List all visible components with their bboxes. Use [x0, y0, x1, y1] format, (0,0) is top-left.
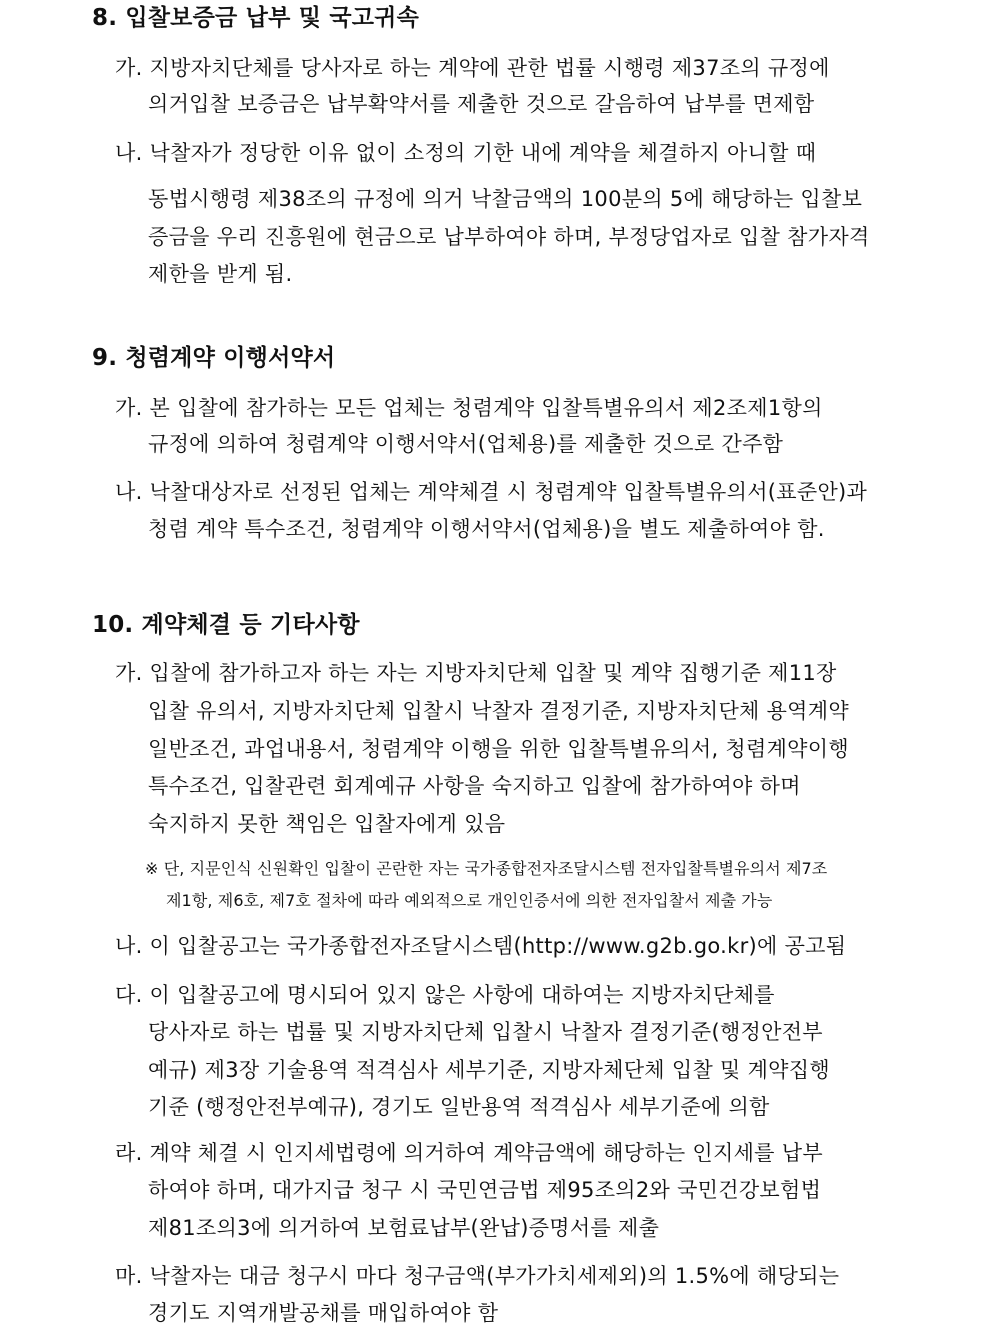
- section-8-item-na-line-2: 동법시행령 제38조의 규정에 의거 낙찰금액의 100분의 5에 해당하는 입찰보: [148, 187, 863, 211]
- section-8-item-na-line-1: 나. 낙찰자가 정당한 이유 없이 소정의 기한 내에 계약을 체결하지 아니할 때: [115, 141, 817, 165]
- section-10-item-ga-line-4: 특수조건, 입찰관련 회계예규 사항을 숙지하고 입찰에 참가하여야 하며: [148, 774, 801, 798]
- section-10-item-ga-line-5: 숙지하지 못한 책임은 입찰자에게 있음: [148, 812, 506, 836]
- section-10-heading: 10. 계약체결 등 기타사항: [92, 612, 360, 638]
- section-8-heading: 8. 입찰보증금 납부 및 국고귀속: [92, 5, 419, 31]
- section-9-item-ga-line-2: 규정에 의하여 청렴계약 이행서약서(업체용)를 제출한 것으로 간주함: [148, 432, 784, 456]
- section-8-item-ga-line-2: 의거입찰 보증금은 납부확약서를 제출한 것으로 갈음하여 납부를 면제함: [148, 92, 815, 116]
- section-10-note-line-1: ※ 단, 지문인식 신원확인 입찰이 곤란한 자는 국가종합전자조달시스템 전자입찰특별유의서 제7조: [145, 859, 828, 878]
- section-10-note-line-2: 제1항, 제6호, 제7호 절차에 따라 예외적으로 개인인증서에 의한 전자입찰서 제출 가능: [166, 891, 773, 910]
- section-10-item-na-line-1: 나. 이 입찰공고는 국가종합전자조달시스템(http://www.g2b.go.kr)에 공고됨: [115, 934, 847, 958]
- section-9-item-ga-line-1: 가. 본 입찰에 참가하는 모든 업체는 청렴계약 입찰특별유의서 제2조제1항의: [115, 396, 823, 420]
- section-8-item-na-line-3: 증금을 우리 진흥원에 현금으로 납부하여야 하며, 부정당업자로 입찰 참가자격: [148, 225, 870, 249]
- section-10-item-ga-line-1: 가. 입찰에 참가하고자 하는 자는 지방자치단체 입찰 및 계약 집행기준 제11장: [115, 661, 837, 685]
- section-10-item-ga-line-2: 입찰 유의서, 지방자치단체 입찰시 낙찰자 결정기준, 지방자치단체 용역계약: [148, 699, 849, 723]
- section-10-item-ma-line-2: 경기도 지역개발공채를 매입하여야 함: [148, 1301, 499, 1325]
- section-10-item-da-line-2: 당사자로 하는 법률 및 지방자치단체 입찰시 낙찰자 결정기준(행정안전부: [148, 1020, 823, 1044]
- section-8-item-ga-line-1: 가. 지방자치단체를 당사자로 하는 계약에 관한 법률 시행령 제37조의 규정에: [115, 56, 830, 80]
- section-10-item-ma-line-1: 마. 낙찰자는 대금 청구시 마다 청구금액(부가가치세제외)의 1.5%에 해당되는: [115, 1264, 840, 1288]
- section-9-heading: 9. 청렴계약 이행서약서: [92, 345, 336, 371]
- section-10-item-ra-line-2: 하여야 하며, 대가지급 청구 시 국민연금법 제95조의2와 국민건강보험법: [148, 1178, 822, 1202]
- section-10-item-da-line-3: 예규) 제3장 기술용역 적격심사 세부기준, 지방자체단체 입찰 및 계약집행: [148, 1058, 830, 1082]
- section-9-item-na-line-2: 청렴 계약 특수조건, 청렴계약 이행서약서(업체용)을 별도 제출하여야 함.: [148, 517, 825, 541]
- section-10-item-ra-line-3: 제81조의3에 의거하여 보험료납부(완납)증명서를 제출: [148, 1216, 660, 1240]
- section-8-item-na-line-4: 제한을 받게 됨.: [148, 262, 293, 286]
- section-10-item-da-line-1: 다. 이 입찰공고에 명시되어 있지 않은 사항에 대하여는 지방자치단체를: [115, 983, 775, 1007]
- section-10-item-ra-line-1: 라. 계약 체결 시 인지세법령에 의거하여 계약금액에 해당하는 인지세를 납부: [115, 1141, 823, 1165]
- section-10-item-ga-line-3: 일반조건, 과업내용서, 청렴계약 이행을 위한 입찰특별유의서, 청렴계약이행: [148, 737, 849, 761]
- section-10-item-da-line-4: 기준 (행정안전부예규), 경기도 일반용역 적격심사 세부기준에 의함: [148, 1095, 770, 1119]
- section-9-item-na-line-1: 나. 낙찰대상자로 선정된 업체는 계약체결 시 청렴계약 입찰특별유의서(표준안)과: [115, 480, 868, 504]
